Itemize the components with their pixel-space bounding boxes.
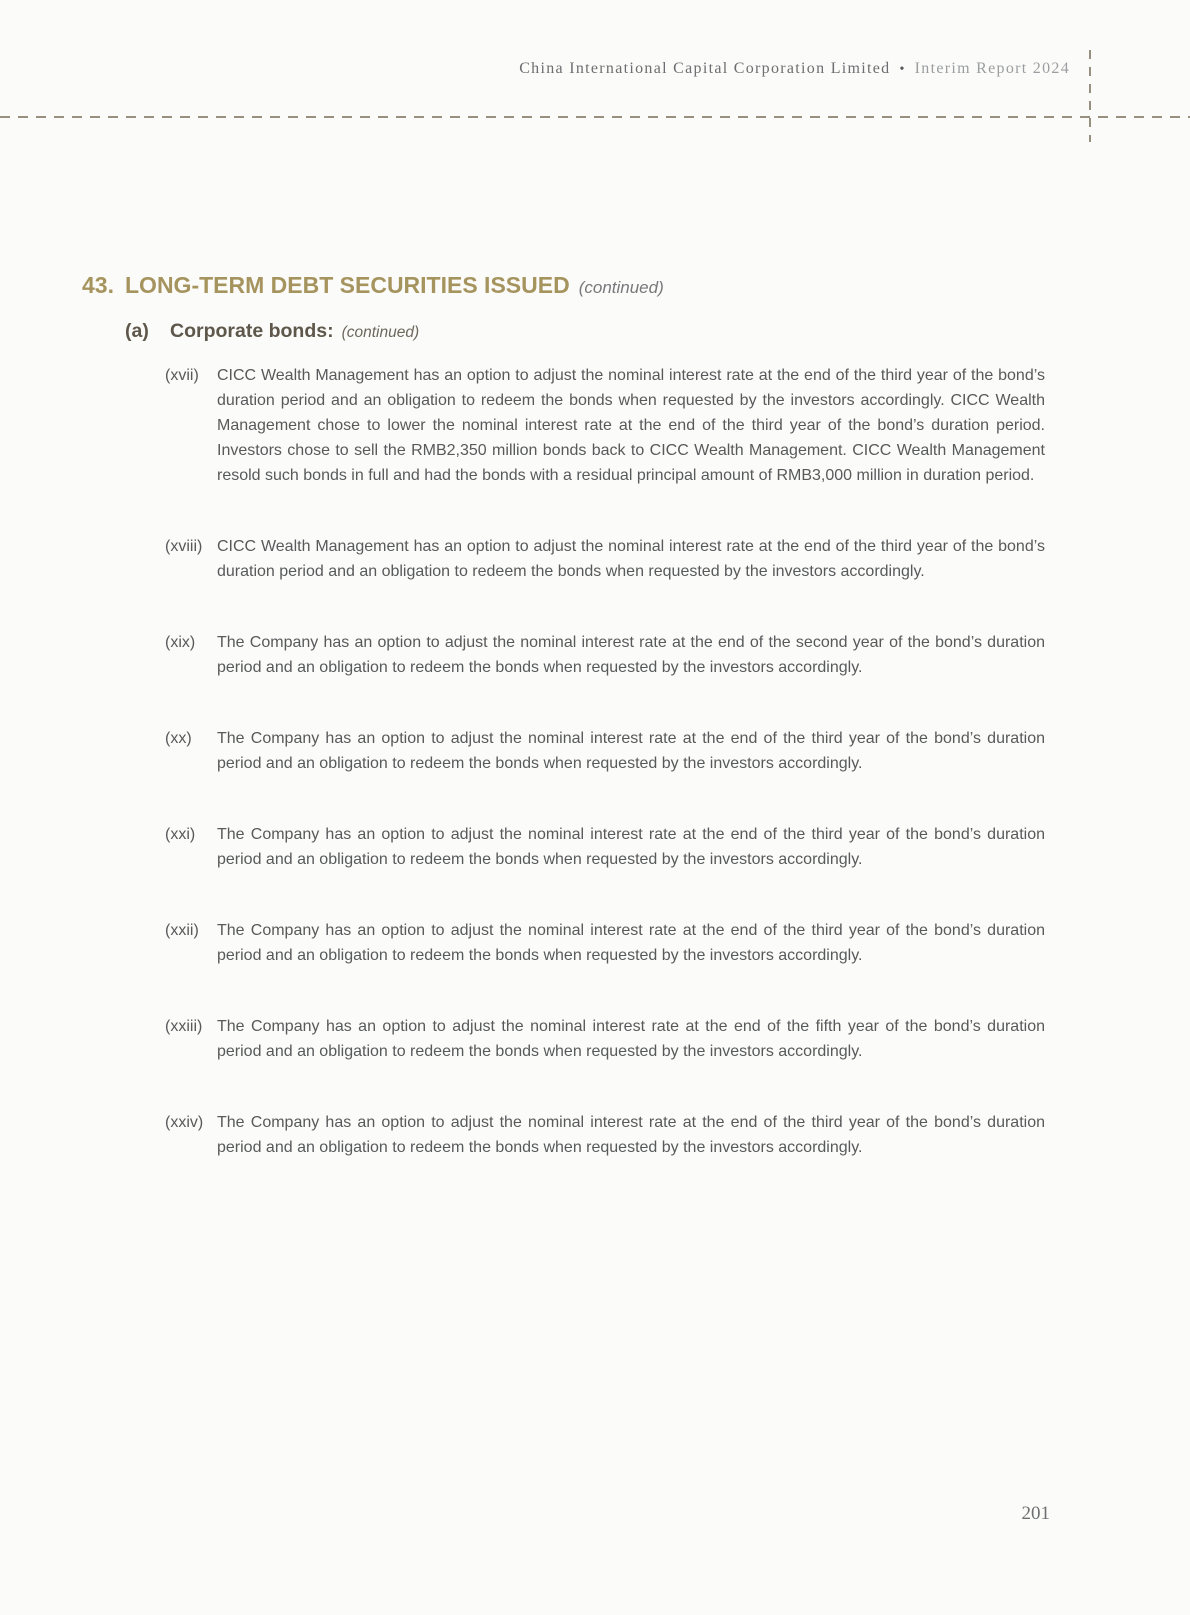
section-heading: [82, 270, 1045, 304]
list-item: [165, 363, 1045, 488]
list-item: [165, 1110, 1045, 1160]
page-number: 201: [1021, 1503, 1050, 1524]
list-item-text: CICC Wealth Management has an option to adjust the nominal interest rate at the end of the third year of the bond’s duration period and an obligation to redeem the bonds when requested by the investors accordingly. CICC Wealth Management chose to lower the nominal interest rate at the end of the third year of the bond’s duration period. Investors chose to sell the RMB2,350 million bonds back to CICC Wealth Management. CICC Wealth Management resold such bonds in full and had the bonds with a residual principal amount of RMB3,000 million in duration period.: [217, 367, 1045, 484]
list-item-text: The Company has an option to adjust the nominal interest rate at the end of the third year of the bond’s duration period and an obligation to redeem the bonds when requested by the investors accordingly.: [217, 922, 1045, 964]
list-item-marker: (xviii): [165, 538, 203, 555]
subsection-heading: [125, 318, 1045, 346]
list-item-text: The Company has an option to adjust the nominal interest rate at the end of the third year of the bond’s duration period and an obligation to redeem the bonds when requested by the investors accordingly.: [217, 730, 1045, 772]
subsection-label: (a): [125, 320, 149, 342]
report-title: Interim Report 2024: [914, 60, 1070, 77]
list-item-text: The Company has an option to adjust the nominal interest rate at the end of the third year of the bond’s duration period and an obligation to redeem the bonds when requested by the investors accordingly.: [217, 1114, 1045, 1156]
list-item: [165, 630, 1045, 680]
list-item-marker: (xxiv): [165, 1114, 204, 1131]
running-header: [519, 60, 1070, 78]
header-bullet-separator: •: [899, 62, 906, 77]
section-continued-note: (continued): [578, 278, 664, 297]
list-item: [165, 822, 1045, 872]
list-item-text: The Company has an option to adjust the nominal interest rate at the end of the fifth year of the bond’s duration period and an obligation to redeem the bonds when requested by the investors accordingly.: [217, 1018, 1045, 1060]
list-item: [165, 918, 1045, 968]
horizontal-dashed-rule: [0, 116, 1190, 118]
list-item-marker: (xix): [165, 634, 196, 651]
list-item: [165, 534, 1045, 584]
company-name: China International Capital Corporation Limited: [519, 60, 891, 77]
subsection-title: Corporate bonds:: [170, 320, 334, 342]
main-content: [82, 270, 1045, 1206]
list-item-marker: (xxi): [165, 826, 196, 843]
list-item-text: CICC Wealth Management has an option to adjust the nominal interest rate at the end of the third year of the bond’s duration period and an obligation to redeem the bonds when requested by the investors accordingly.: [217, 538, 1045, 580]
list-item-marker: (xvii): [165, 367, 199, 384]
list-item-marker: (xxiii): [165, 1018, 203, 1035]
list-item: [165, 1014, 1045, 1064]
subsection-continued-note: (continued): [341, 324, 420, 341]
list-item-text: The Company has an option to adjust the nominal interest rate at the end of the second year of the bond’s duration period and an obligation to redeem the bonds when requested by the investors accordingly.: [217, 634, 1045, 676]
list-item-marker: (xxii): [165, 922, 199, 939]
item-list: [165, 363, 1045, 1160]
section-title-wrap: [125, 270, 664, 304]
list-item-marker: (xx): [165, 730, 192, 747]
subsection-title-wrap: [170, 318, 419, 346]
list-item-text: The Company has an option to adjust the nominal interest rate at the end of the third year of the bond’s duration period and an obligation to redeem the bonds when requested by the investors accordingly.: [217, 826, 1045, 868]
section-title: LONG-TERM DEBT SECURITIES ISSUED: [125, 272, 570, 298]
vertical-dashed-rule: [1089, 50, 1091, 142]
section-number: 43.: [82, 272, 114, 298]
list-item: [165, 726, 1045, 776]
